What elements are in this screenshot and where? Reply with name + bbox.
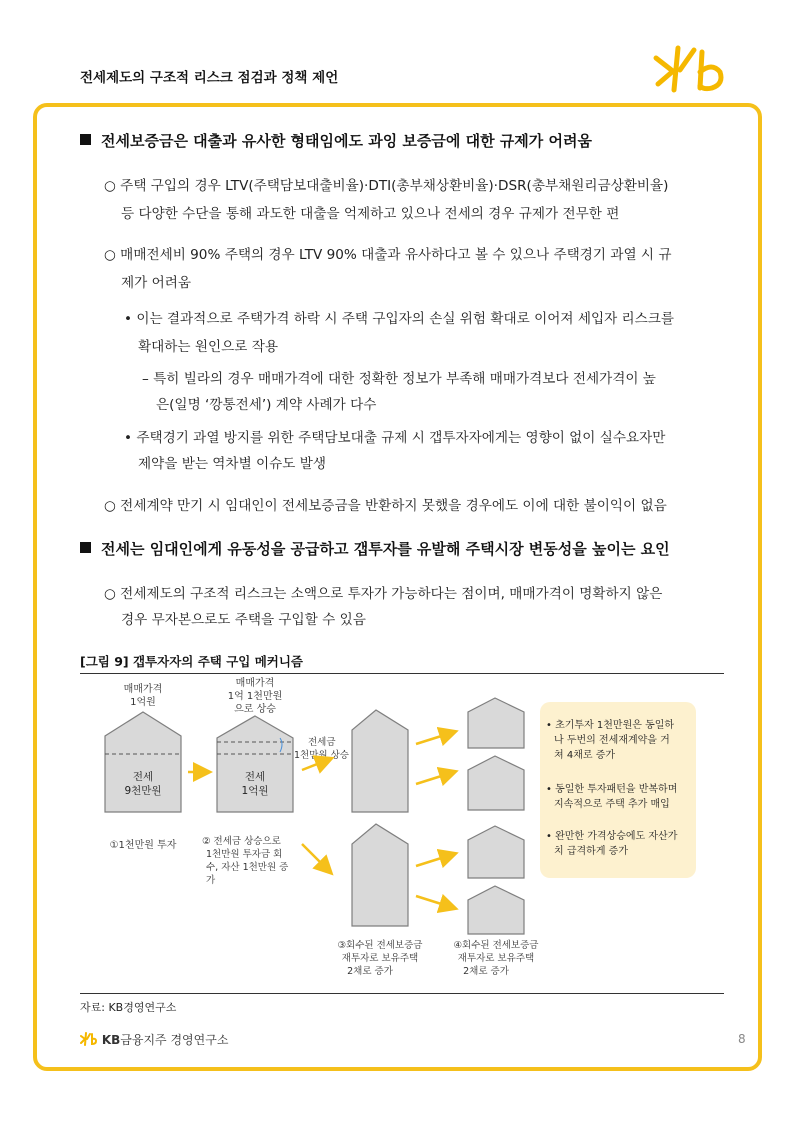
house-2-price-label-3: 으로 상승 [234, 704, 276, 715]
house-3a-icon [352, 710, 408, 812]
paragraph-4-line-2: 경우 무자본으로도 주택을 구입할 수 있음 [121, 612, 366, 628]
house-2-step-label-4: 가 [206, 875, 216, 886]
house-2-step-label-3: 수, 자산 1천만원 증 [206, 862, 289, 873]
summary-bullet-3-line-2: 치 급격하게 증가 [554, 846, 628, 857]
section-heading-1-text: 전세보증금은 대출과 유사한 형태임에도 과잉 보증금에 대한 규제가 어려움 [101, 132, 592, 150]
section-heading-1 [80, 130, 592, 151]
step-4-label-3: 2채로 증가 [463, 966, 509, 977]
paragraph-4-line-1: ○ 전세제도의 구조적 리스크는 소액으로 투자가 가능하다는 점이며, 매매가격이 명확하지 않은 [104, 586, 663, 602]
footer-brand-rest: 금융지주 경영연구소 [120, 1033, 229, 1047]
paragraph-1-line-1: ○ 주택 구입의 경우 LTV(주택담보대출비율)·DTI(총부채상환비율)·DSR(총부채원리금상환비율) [104, 178, 669, 194]
figure-bottom-rule [80, 993, 724, 994]
house-2-step-label-1: ② 전세금 상승으로 [202, 836, 281, 847]
arrow-3b-to-4d [416, 896, 454, 908]
summary-bullet-3-line-1: • 완만한 가격상승에도 자산가 [546, 831, 678, 842]
house-4b-icon [468, 756, 524, 810]
rise-label-1: 전세금 [308, 737, 336, 748]
house-2-price-label-2: 1억 1천만원 [227, 691, 283, 702]
figure-source: 자료: KB경영연구소 [80, 1001, 177, 1014]
house-1-icon [105, 712, 181, 812]
section-heading-2-text: 전세는 임대인에게 유동성을 공급하고 갭투자를 유발해 주택시장 변동성을 높이는 요인 [101, 540, 670, 558]
rise-label-2: 1천만원 상승 [294, 750, 349, 761]
paragraph-1-line-2: 등 다양한 수단을 통해 과도한 대출을 억제하고 있으나 전세의 경우 규제가 전무한 편 [121, 206, 620, 222]
document-header-title: 전세제도의 구조적 리스크 점검과 정책 제언 [80, 70, 339, 86]
arrow-3a-to-4b [416, 772, 454, 784]
step-3-label-3: 2채로 증가 [347, 966, 393, 977]
arrow-2-to-3b [302, 844, 330, 872]
summary-bullet-1-line-1: • 초기투자 1천만원은 동일하 [546, 720, 675, 731]
house-4d-icon [468, 886, 524, 934]
section-heading-2 [80, 538, 670, 559]
kb-small-logo-icon [80, 1032, 98, 1046]
house-2-jeonse-label-2: 1억원 [241, 785, 269, 797]
page-number: 8 [738, 1032, 746, 1046]
house-4c-icon [468, 826, 524, 878]
summary-bullet-2-line-2: 지속적으로 주택 추가 매입 [554, 799, 670, 810]
bullet-2-line-2: 제약을 받는 역차별 이슈도 발생 [138, 456, 326, 472]
figure-title: [그림 9] 갭투자자의 주택 구입 메커니즘 [80, 654, 304, 669]
summary-bullet-2-line-1: • 동일한 투자패턴을 반복하며 [546, 784, 678, 795]
arrow-3a-to-4a [416, 732, 454, 744]
step-3-label-2: 재투자로 보유주택 [341, 953, 419, 964]
footer-brand [80, 1031, 228, 1048]
bullet-2-line-1: • 주택경기 과열 방지를 위한 주택담보대출 규제 시 갭투자자에게는 영향이 없이 실수요자만 [124, 430, 666, 446]
house-2-jeonse-label-1: 전세 [244, 771, 266, 783]
step-3-label-1: ③회수된 전세보증금 [337, 940, 423, 951]
summary-bullet-1-line-3: 쳐 4채로 증가 [554, 750, 616, 761]
house-3b-icon [352, 824, 408, 926]
house-2-price-label-1: 매매가격 [235, 678, 275, 689]
house-1-step-label: ①1천만원 투자 [109, 840, 177, 851]
arrow-3b-to-4c [416, 854, 454, 866]
kb-logo-icon [650, 42, 730, 98]
house-2-step-label-2: 1천만원 투자금 회 [206, 849, 283, 860]
bullet-1-line-1: • 이는 결과적으로 주택가격 하락 시 주택 구입자의 손실 위험 확대로 이어져 세입자 리스크를 [124, 311, 675, 327]
house-1-price-label-1: 매매가격 [123, 684, 163, 695]
gap-investment-diagram [80, 674, 724, 992]
bullet-1-line-2: 확대하는 원인으로 작용 [138, 339, 278, 355]
dash-1-line-2: 은(일명 ‘깡통전세’) 계약 사례가 다수 [156, 397, 377, 413]
house-2-icon [217, 716, 293, 812]
footer-brand-kb: KB [101, 1033, 121, 1047]
step-4-label-2: 재투자로 보유주택 [457, 953, 535, 964]
house-1-price-label-2: 1억원 [130, 697, 156, 708]
paragraph-2-line-2: 제가 어려움 [121, 275, 191, 291]
step-4-label-1: ④회수된 전세보증금 [453, 940, 539, 951]
square-bullet-icon [80, 134, 91, 145]
house-1-jeonse-label-2: 9천만원 [124, 785, 162, 797]
dash-1-line-1: – 특히 빌라의 경우 매매가격에 대한 정확한 정보가 부족해 매매가격보다 전세가격이 높 [142, 371, 656, 387]
house-4a-icon [468, 698, 524, 748]
paragraph-2-line-1: ○ 매매전세비 90% 주택의 경우 LTV 90% 대출과 유사하다고 볼 수 있으나 주택경기 과열 시 규 [104, 247, 672, 263]
house-1-jeonse-label-1: 전세 [132, 771, 154, 783]
square-bullet-icon [80, 542, 91, 553]
paragraph-3-line-1: ○ 전세계약 만기 시 임대인이 전세보증금을 반환하지 못했을 경우에도 이에 대한 불이익이 없음 [104, 498, 667, 514]
summary-bullet-1-line-2: 나 두번의 전세재계약을 거 [554, 735, 670, 746]
